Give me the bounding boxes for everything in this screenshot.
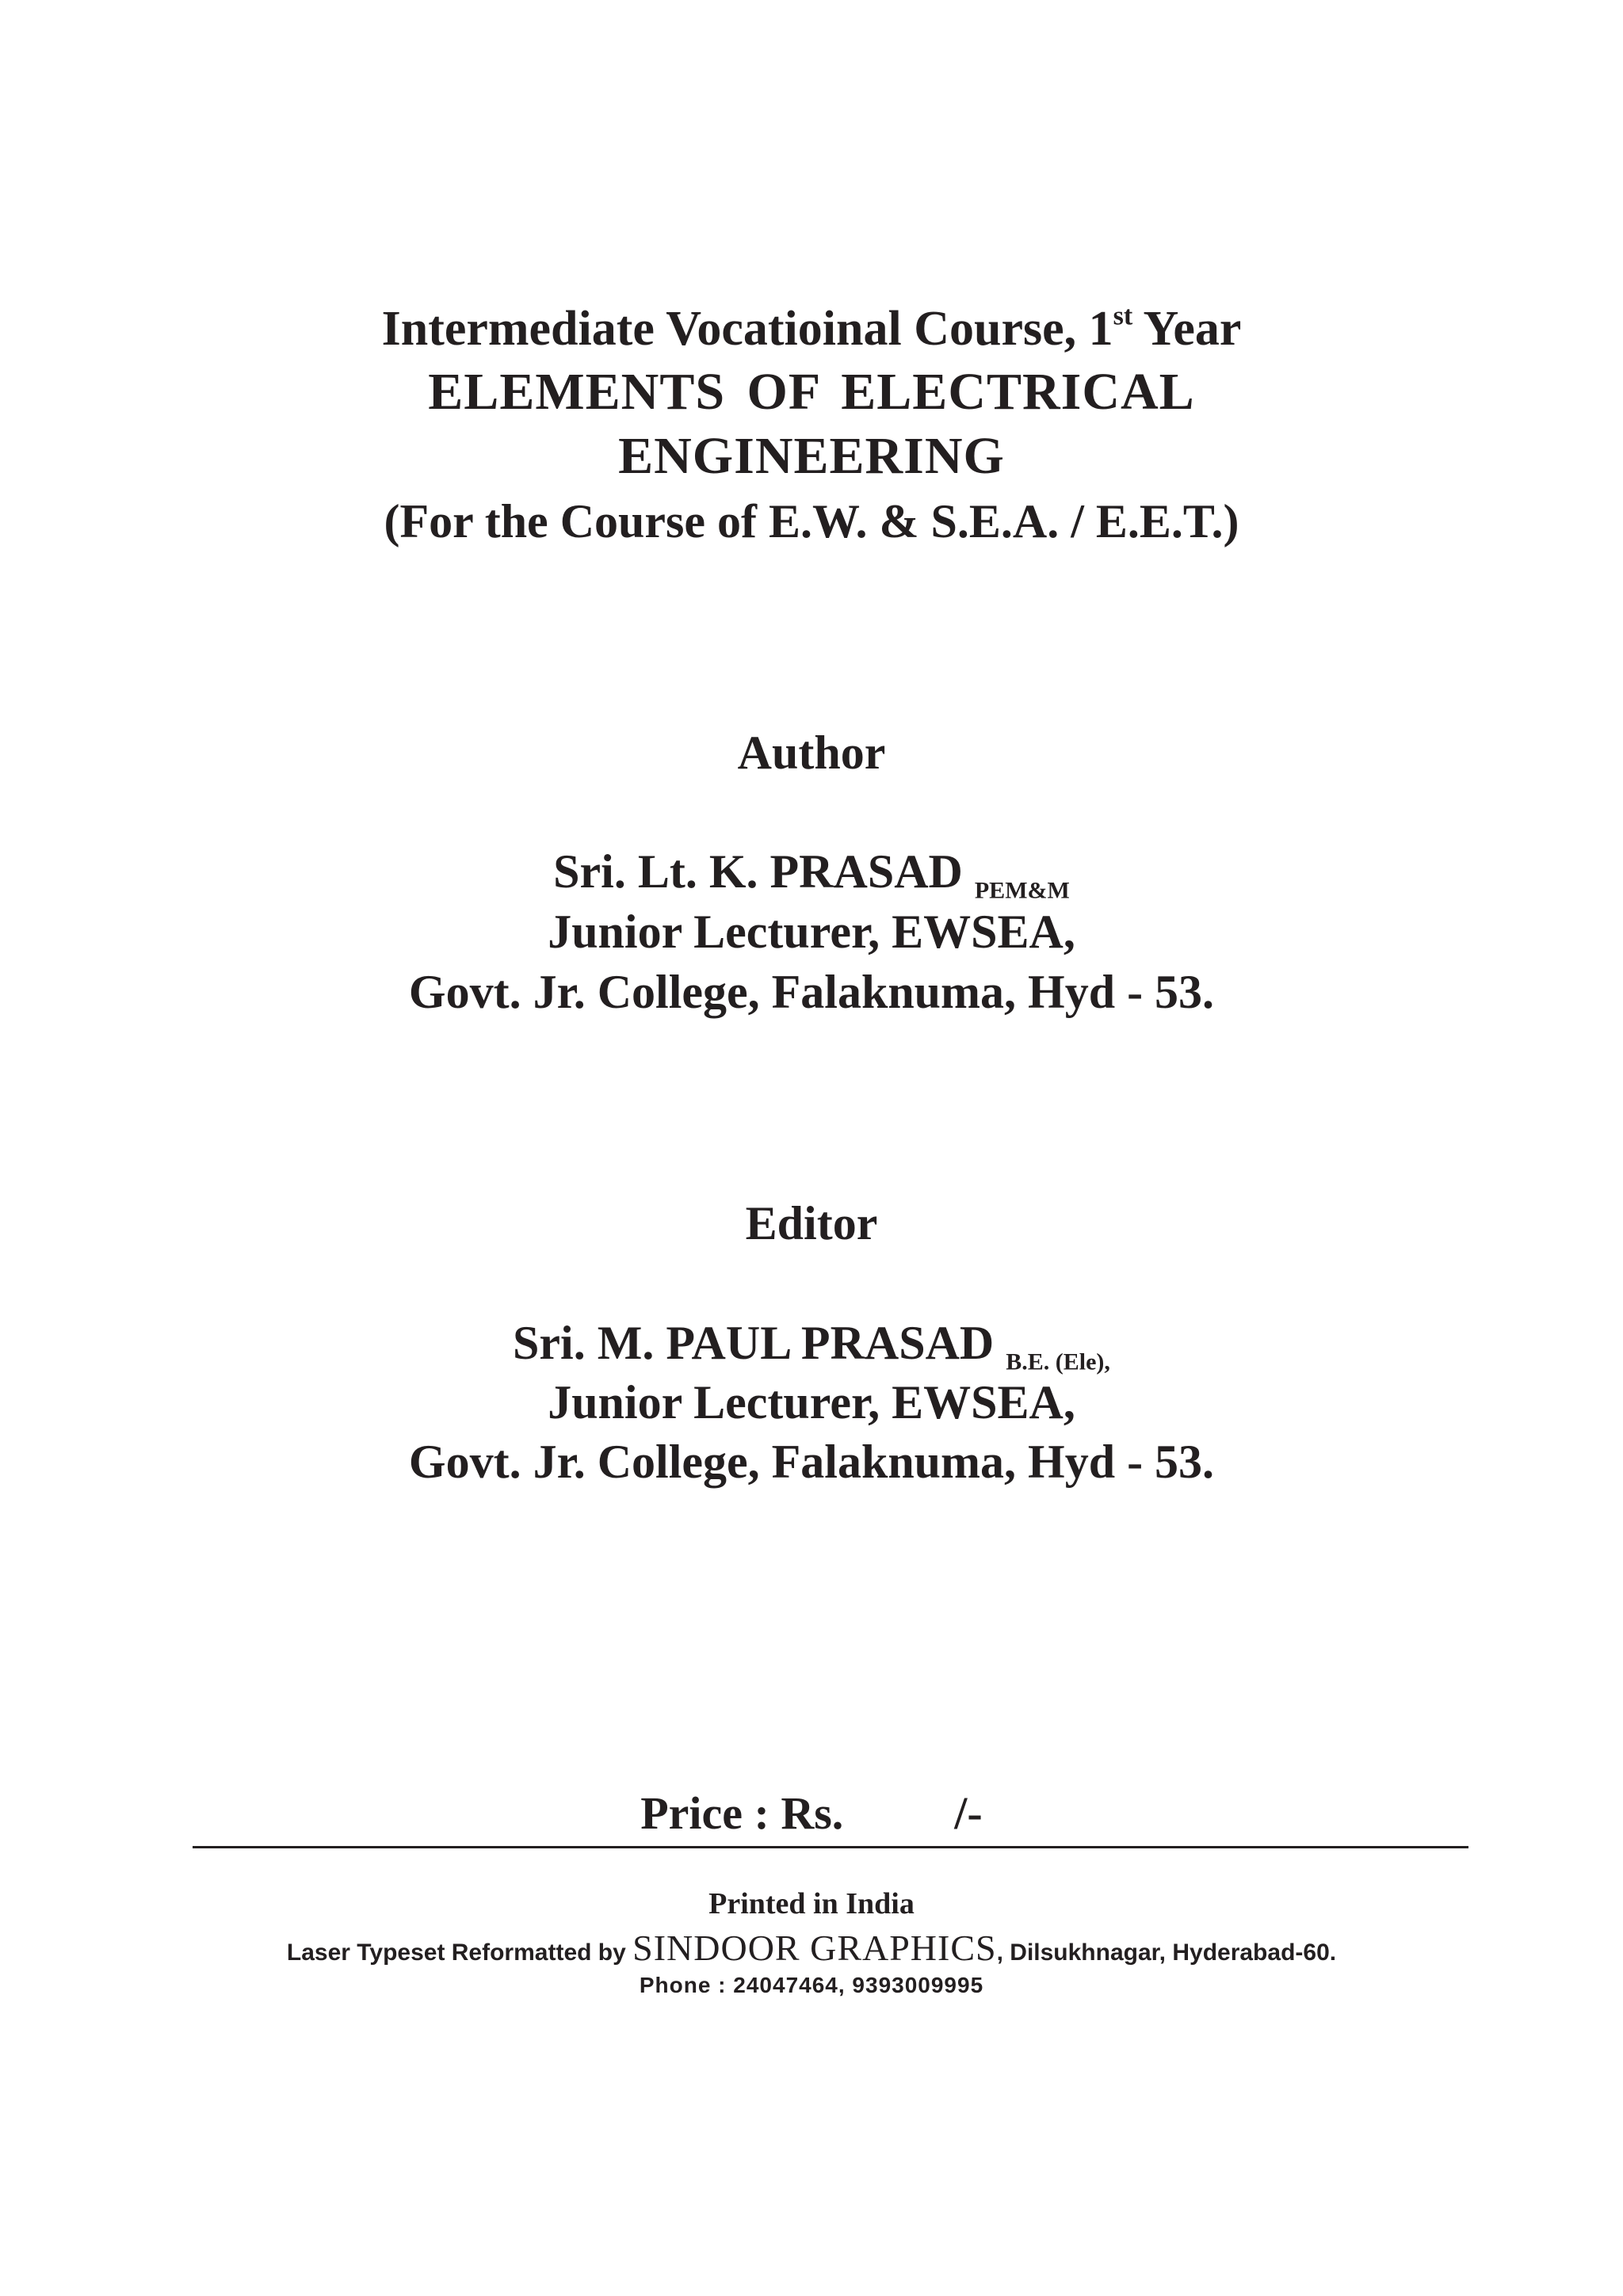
book-subtitle: (For the Course of E.W. & S.E.A. / E.E.T.) (384, 495, 1239, 547)
course-suffix: Year (1132, 302, 1242, 356)
author-name: Sri. Lt. K. PRASAD (553, 845, 975, 898)
author-heading: Author (737, 727, 886, 779)
editor-name-line (0, 1317, 1623, 1375)
author-college: Govt. Jr. College, Falaknuma, Hyd - 53. (408, 966, 1215, 1018)
editor-qualification: B.E. (Ele), (1006, 1348, 1110, 1375)
course-prefix: Intermediate Vocatioinal Course, 1 (381, 302, 1113, 356)
printed-in-india: Printed in India (708, 1887, 915, 1920)
price-line (0, 1787, 1623, 1839)
editor-name: Sri. M. PAUL PRASAD (513, 1317, 1006, 1369)
price-suffix: /- (954, 1787, 983, 1839)
typesetter-brand: SINDOOR GRAPHICS (632, 1928, 997, 1968)
author-qualification: PEM&M (974, 877, 1070, 904)
typeset-location: , Dilsukhnagar, Hyderabad-60. (996, 1939, 1337, 1966)
course-line (0, 301, 1623, 356)
price-label: Price : Rs. (640, 1787, 844, 1839)
book-title-line1: ELEMENTS OF ELECTRICAL (428, 363, 1195, 421)
course-year-superscript: st (1113, 301, 1133, 331)
author-name-line (0, 845, 1623, 904)
editor-position: Junior Lecturer, EWSEA, (548, 1376, 1075, 1428)
typeset-prefix: Laser Typeset Reformatted by (286, 1939, 633, 1966)
typeset-credit (0, 1930, 1623, 1966)
horizontal-divider (193, 1846, 1468, 1848)
book-title-line2: ENGINEERING (618, 427, 1005, 485)
author-position: Junior Lecturer, EWSEA, (548, 906, 1075, 958)
editor-heading: Editor (745, 1197, 878, 1249)
editor-college: Govt. Jr. College, Falaknuma, Hyd - 53. (408, 1436, 1215, 1488)
typesetter-phone: Phone : 24047464, 9393009995 (639, 1973, 984, 1997)
